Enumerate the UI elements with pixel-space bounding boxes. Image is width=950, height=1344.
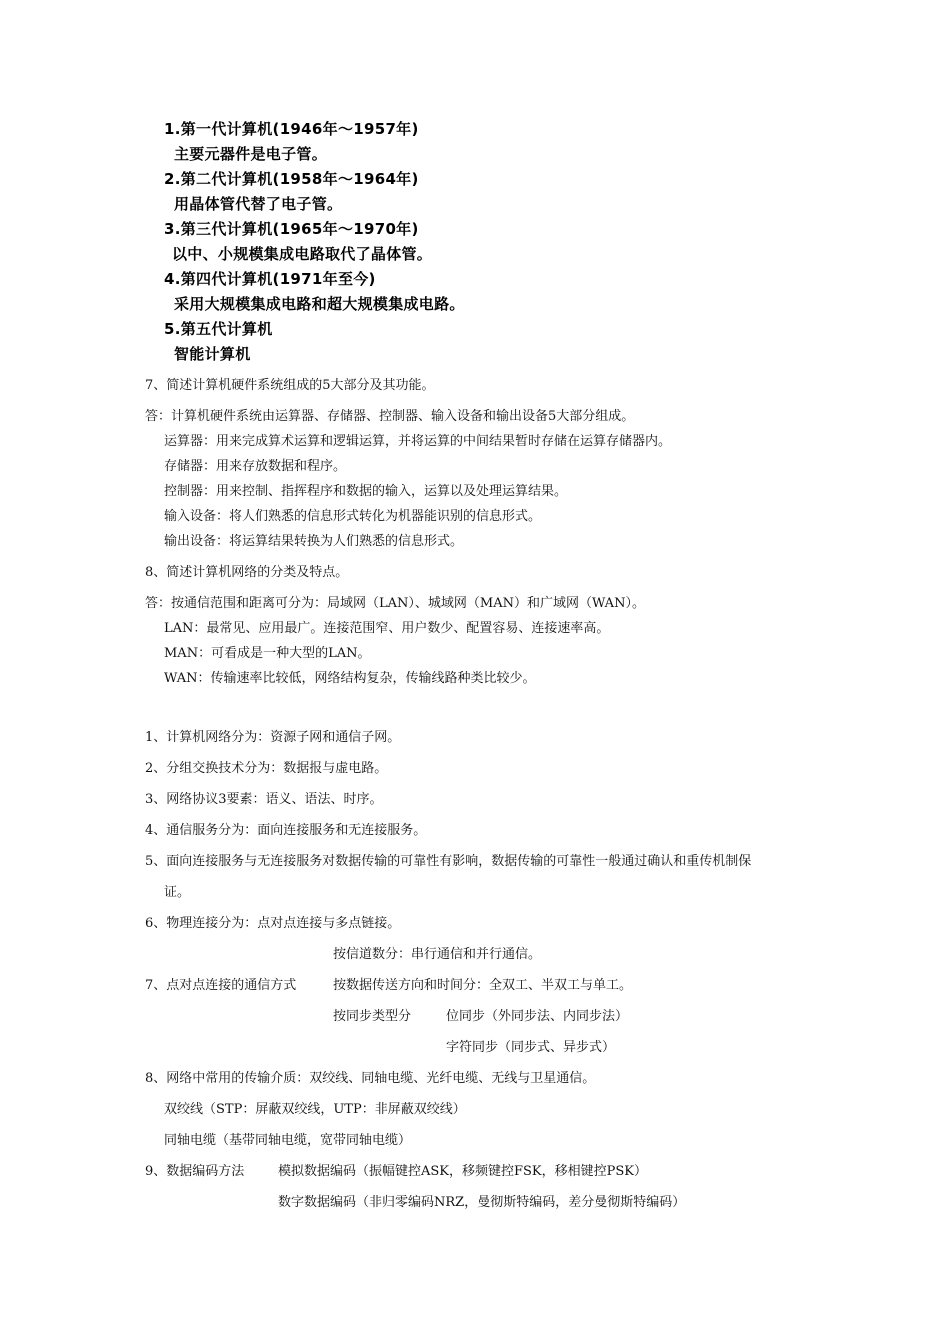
gen5-title: 5.第五代计算机 (164, 320, 273, 338)
note-6: 6、物理连接分为：点对点连接与多点链接。 (145, 916, 401, 931)
note-8-coax: 同轴电缆（基带同轴电缆，宽带同轴电缆） (164, 1133, 412, 1148)
note-5b: 证。 (164, 885, 191, 900)
note-4: 4、通信服务分为：面向连接服务和无连接服务。 (145, 823, 427, 838)
note-1: 1、计算机网络分为：资源子网和通信子网。 (145, 730, 401, 745)
q7-item-memory: 存储器：用来存放数据和程序。 (164, 459, 347, 474)
gen2-title: 2.第二代计算机(1958年～1964年) (164, 170, 419, 188)
note-7-channel: 按信道数分：串行通信和并行通信。 (333, 947, 542, 962)
q8-item-wan: WAN：传输速率比较低，网络结构复杂，传输线路种类比较少。 (164, 671, 536, 686)
q8-question: 8、简述计算机网络的分类及特点。 (145, 565, 349, 580)
note-9-analog: 模拟数据编码（振幅键控ASK，移频键控FSK，移相键控PSK） (278, 1164, 648, 1179)
gen3-desc: 以中、小规模集成电路取代了晶体管。 (172, 245, 433, 263)
note-9-label: 9、数据编码方法 (145, 1164, 245, 1179)
note-7-sync-bit: 位同步（外同步法、内同步法） (446, 1009, 629, 1024)
q7-answer: 答：计算机硬件系统由运算器、存储器、控制器、输入设备和输出设备5大部分组成。 (145, 409, 635, 424)
gen4-title: 4.第四代计算机(1971年至今) (164, 270, 376, 288)
note-8: 8、网络中常用的传输介质：双绞线、同轴电缆、光纤电缆、无线与卫星通信。 (145, 1071, 596, 1086)
note-2: 2、分组交换技术分为：数据报与虚电路。 (145, 761, 388, 776)
gen3-title: 3.第三代计算机(1965年～1970年) (164, 220, 419, 238)
note-9-digital: 数字数据编码（非归零编码NRZ，曼彻斯特编码，差分曼彻斯特编码） (278, 1195, 686, 1210)
q7-item-alu: 运算器：用来完成算术运算和逻辑运算，并将运算的中间结果暂时存储在运算存储器内。 (164, 434, 672, 449)
q8-item-lan: LAN：最常见、应用最广。连接范围窄、用户数少、配置容易、连接速率高。 (164, 621, 610, 636)
note-3: 3、网络协议3要素：语义、语法、时序。 (145, 792, 383, 807)
note-5a: 5、面向连接服务与无连接服务对数据传输的可靠性有影响，数据传输的可靠性一般通过确认和重传机制保 (145, 854, 752, 869)
note-8-twisted: 双绞线（STP：屏蔽双绞线，UTP：非屏蔽双绞线） (164, 1102, 466, 1117)
q7-item-output: 输出设备：将运算结果转换为人们熟悉的信息形式。 (164, 534, 464, 549)
gen1-desc: 主要元器件是电子管。 (174, 145, 328, 163)
q7-item-controller: 控制器：用来控制、指挥程序和数据的输入，运算以及处理运算结果。 (164, 484, 568, 499)
note-7-sync-char: 字符同步（同步式、异步式） (446, 1040, 616, 1055)
q8-answer: 答：按通信范围和距离可分为：局域网（LAN）、城域网（MAN）和广域网（WAN）。 (145, 596, 645, 611)
q7-question: 7、简述计算机硬件系统组成的5大部分及其功能。 (145, 378, 435, 393)
gen1-title: 1.第一代计算机(1946年～1957年) (164, 120, 419, 138)
gen2-desc: 用晶体管代替了电子管。 (174, 195, 343, 213)
note-7-direction: 按数据传送方向和时间分：全双工、半双工与单工。 (333, 978, 633, 993)
gen5-desc: 智能计算机 (174, 345, 251, 363)
q7-item-input: 输入设备：将人们熟悉的信息形式转化为机器能识别的信息形式。 (164, 509, 542, 524)
note-7-label: 7、点对点连接的通信方式 (145, 978, 297, 993)
note-7-sync-label: 按同步类型分 (333, 1009, 412, 1024)
q8-item-man: MAN：可看成是一种大型的LAN。 (164, 646, 371, 661)
gen4-desc: 采用大规模集成电路和超大规模集成电路。 (174, 295, 465, 313)
